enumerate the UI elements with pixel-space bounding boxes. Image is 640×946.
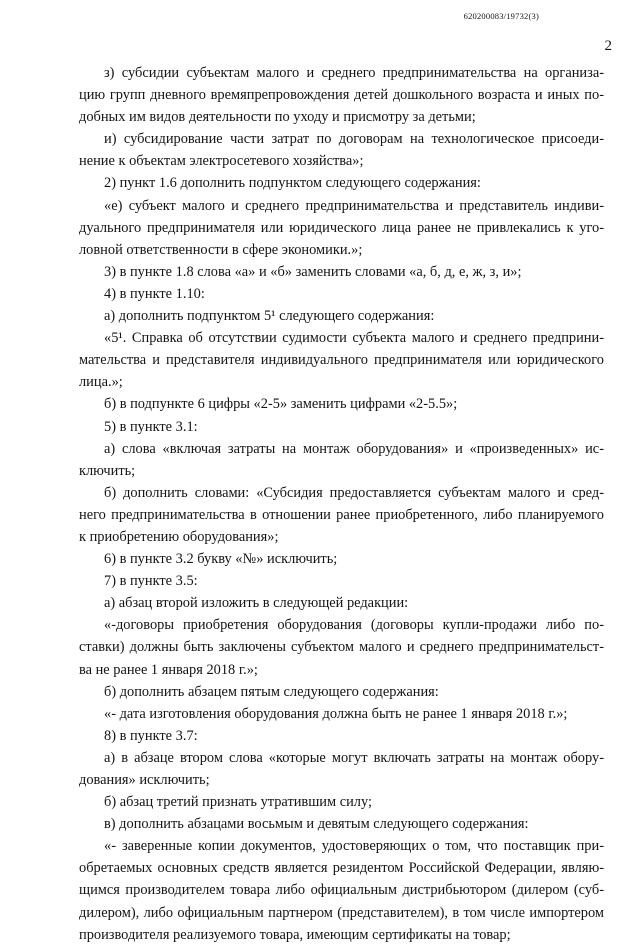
document-body: [79, 62, 604, 946]
text-line: дования» исключить;: [79, 772, 210, 788]
text-line: 3) в пункте 1.8 слова «а» и «б» заменить словами «а, б, д, е, ж, з, и»;: [104, 263, 522, 280]
text-line: «- заверенные копии документов, удостоверяющих о том, что поставщик при-: [104, 838, 604, 855]
text-line: мательства и представителя индивидуального предпринимателя или юридического: [79, 352, 604, 369]
text-line: а) абзац второй изложить в следующей редакции:: [104, 595, 409, 612]
text-line: дуального предпринимателя или юридического лица ранее не привлекались к уго-: [79, 219, 604, 236]
text-line: ключить;: [79, 462, 136, 479]
text-line: дилером), либо официальным партнером (представителем), в том числе импортером: [79, 904, 604, 921]
text-line: а) в абзаце втором слова «которые могут включать затраты на монтаж обору-: [104, 749, 604, 766]
text-line: «е) субъект малого и среднего предпринимательства и представитель индиви-: [104, 197, 604, 214]
document-code: 620200083/19732(3): [463, 11, 539, 21]
text-line: б) абзац третий признать утратившим силу;: [104, 794, 372, 811]
text-line: 7) в пункте 3.5:: [104, 573, 198, 590]
text-line: лица.»;: [79, 374, 123, 391]
text-line: ставки) должны быть заключены субъектом малого и среднего предпринимательст-: [79, 639, 604, 656]
text-line: 6) в пункте 3.2 букву «№» исключить;: [104, 551, 338, 568]
text-line: щимся производителем товара либо официальным дистрибьютором (дилером (суб-: [79, 882, 604, 899]
text-line: ва не ранее 1 января 2018 г.»;: [79, 661, 258, 678]
text-line: 8) в пункте 3.7:: [104, 727, 198, 744]
text-line: ловной ответственности в сфере экономики.»;: [79, 241, 363, 258]
text-line: добных им видов деятельности по уходу и присмотру за детьми;: [79, 109, 476, 126]
text-line: него предпринимательства в отношении ранее приобретенного, либо планируемого: [79, 506, 604, 523]
text-line: б) в подпункте 6 цифры «2-5» заменить цифрами «2-5.5»;: [104, 396, 458, 413]
text-line: «-договоры приобретения оборудования (договоры купли-продажи либо по-: [104, 617, 604, 634]
text-line: а) дополнить подпунктом 5¹ следующего содержания:: [104, 308, 435, 325]
text-line: обретаемых основных средств является резидентом Российской Федерации, являю-: [79, 860, 604, 877]
text-line: з) субсидии субъектам малого и среднего предпринимательства на организа-: [104, 65, 604, 81]
text-line: б) дополнить словами: «Субсидия предоставляется субъектам малого и сред-: [104, 484, 604, 501]
text-line: в) дополнить абзацами восьмым и девятым следующего содержания:: [104, 816, 529, 833]
text-line: нение к объектам электросетевого хозяйства»;: [79, 153, 364, 170]
text-line: 4) в пункте 1.10:: [104, 285, 205, 302]
text-line: а) слова «включая затраты на монтаж оборудования» и «произведенных» ис-: [104, 440, 604, 457]
text-line: б) дополнить абзацем пятым следующего содержания:: [104, 683, 439, 700]
text-line: цию групп дневного времяпрепровождения детей дошкольного возраста и иных по-: [79, 87, 604, 104]
page-number: 2: [604, 38, 612, 54]
text-line: и) субсидирование части затрат по договорам на технологическое присоеди-: [104, 131, 604, 148]
text-line: «- дата изготовления оборудования должна быть не ранее 1 января 2018 г.»;: [104, 705, 568, 722]
text-line: к приобретению оборудования»;: [79, 528, 279, 545]
text-line: производителя реализуемого товара, имеющим сертификаты на товар;: [79, 926, 511, 943]
text-line: 5) в пункте 3.1:: [104, 418, 198, 435]
text-line: «5¹. Справка об отсутствии судимости субъекта малого и среднего предприни-: [104, 330, 604, 347]
text-line: 2) пункт 1.6 дополнить подпунктом следующего содержания:: [104, 175, 481, 192]
